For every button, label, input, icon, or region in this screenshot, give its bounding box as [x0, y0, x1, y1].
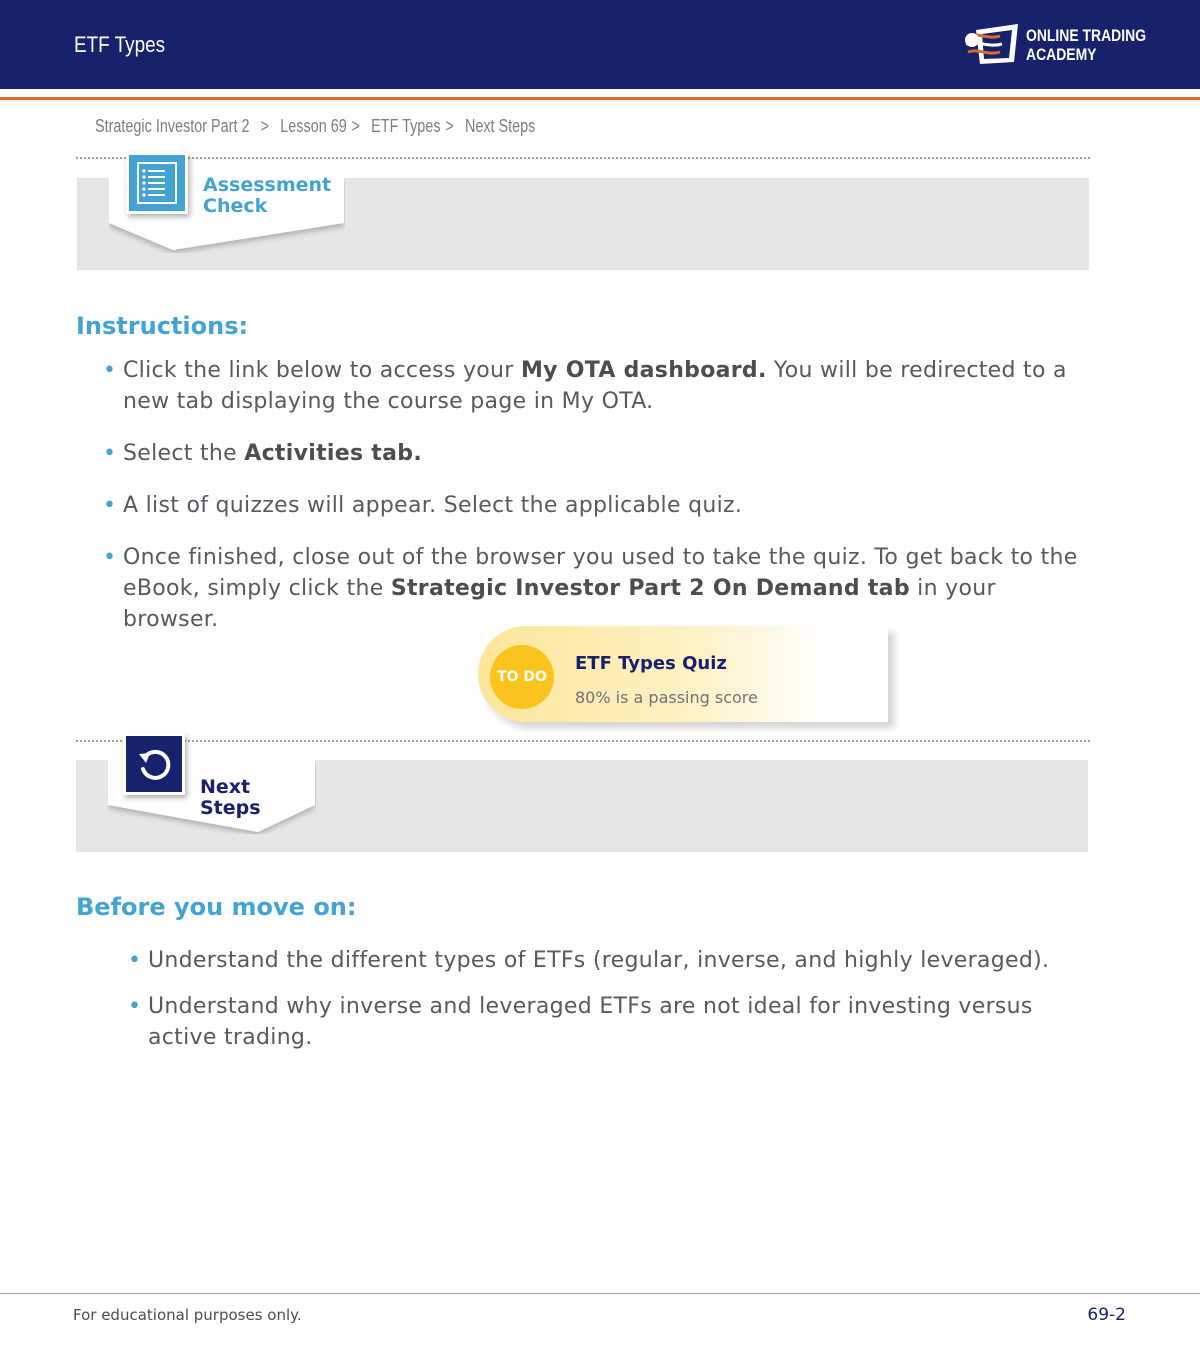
footer-divider [0, 1293, 1200, 1294]
quiz-card-edge [848, 626, 888, 722]
assessment-tab [109, 174, 345, 253]
assessment-label-line-2: Check [203, 195, 268, 217]
logo-line-2: ACADEMY [1026, 45, 1097, 64]
page-header [0, 0, 1200, 89]
logo-line-1: ONLINE TRADING [1026, 26, 1147, 45]
header-stripe-orange [0, 97, 1200, 100]
academy-logo-icon [962, 22, 1022, 68]
assessment-label-line-1: Assessment [203, 174, 332, 196]
instruction-item: • A list of quizzes will appear. Select the applicable quiz. [123, 490, 1083, 521]
refresh-icon [123, 733, 185, 795]
quiz-title[interactable]: ETF Types Quiz [575, 653, 727, 674]
instruction-item: • Click the link below to access your My OTA dashboard. You will be redirected to a new tab displaying the course page in My OTA. [123, 355, 1083, 417]
instructions-list [103, 355, 1083, 635]
before-item: • Understand why inverse and leveraged ETFs are not ideal for investing versus active trading. [148, 991, 1088, 1053]
bullet-icon: • [103, 545, 117, 570]
page-number: 69-2 [1087, 1305, 1126, 1325]
breadcrumb-separator: > [351, 115, 360, 136]
ota-logo [962, 22, 1147, 68]
bullet-icon: • [103, 493, 117, 518]
todo-badge: TO DO [490, 645, 554, 709]
breadcrumb-item-current: Next Steps [464, 115, 536, 136]
section-divider [76, 740, 1090, 742]
breadcrumb [95, 114, 547, 138]
bullet-icon: • [103, 441, 117, 466]
bullet-icon: • [103, 358, 117, 383]
bullet-icon: • [128, 994, 142, 1019]
next-steps-tab [108, 760, 316, 834]
section-divider [76, 157, 1090, 159]
checklist-icon [126, 152, 188, 214]
quiz-card-link[interactable] [478, 626, 888, 722]
page-title: ETF Types [74, 32, 166, 57]
instruction-item: • Once finished, close out of the browser you used to take the quiz. To get back to the eBook, simply click the Strategic Investor Part 2 On Demand tab in your browser. [123, 542, 1083, 635]
header-stripe-white [0, 89, 1200, 97]
assessment-label [203, 175, 331, 217]
footer-disclaimer: For educational purposes only. [73, 1306, 302, 1324]
logo-wordmark [1026, 26, 1146, 64]
instructions-heading: Instructions: [76, 312, 249, 340]
breadcrumb-item-topic[interactable]: ETF Types [371, 115, 441, 136]
before-item: • Understand the different types of ETFs (regular, inverse, and highly leveraged). [148, 945, 1088, 976]
breadcrumb-separator: > [445, 115, 454, 136]
breadcrumb-item-course[interactable]: Strategic Investor Part 2 [95, 115, 250, 136]
quiz-passing-score: 80% is a passing score [575, 688, 758, 707]
instruction-item: • Select the Activities tab. [123, 438, 1083, 469]
next-steps-label: Next Steps [200, 776, 261, 819]
breadcrumb-separator: > [260, 115, 270, 136]
bullet-icon: • [128, 948, 142, 973]
before-heading: Before you move on: [76, 893, 357, 921]
before-list [128, 945, 1088, 1053]
breadcrumb-item-lesson[interactable]: Lesson 69 [280, 115, 347, 136]
dashboard-link-text[interactable]: My OTA dashboard. [520, 358, 767, 383]
